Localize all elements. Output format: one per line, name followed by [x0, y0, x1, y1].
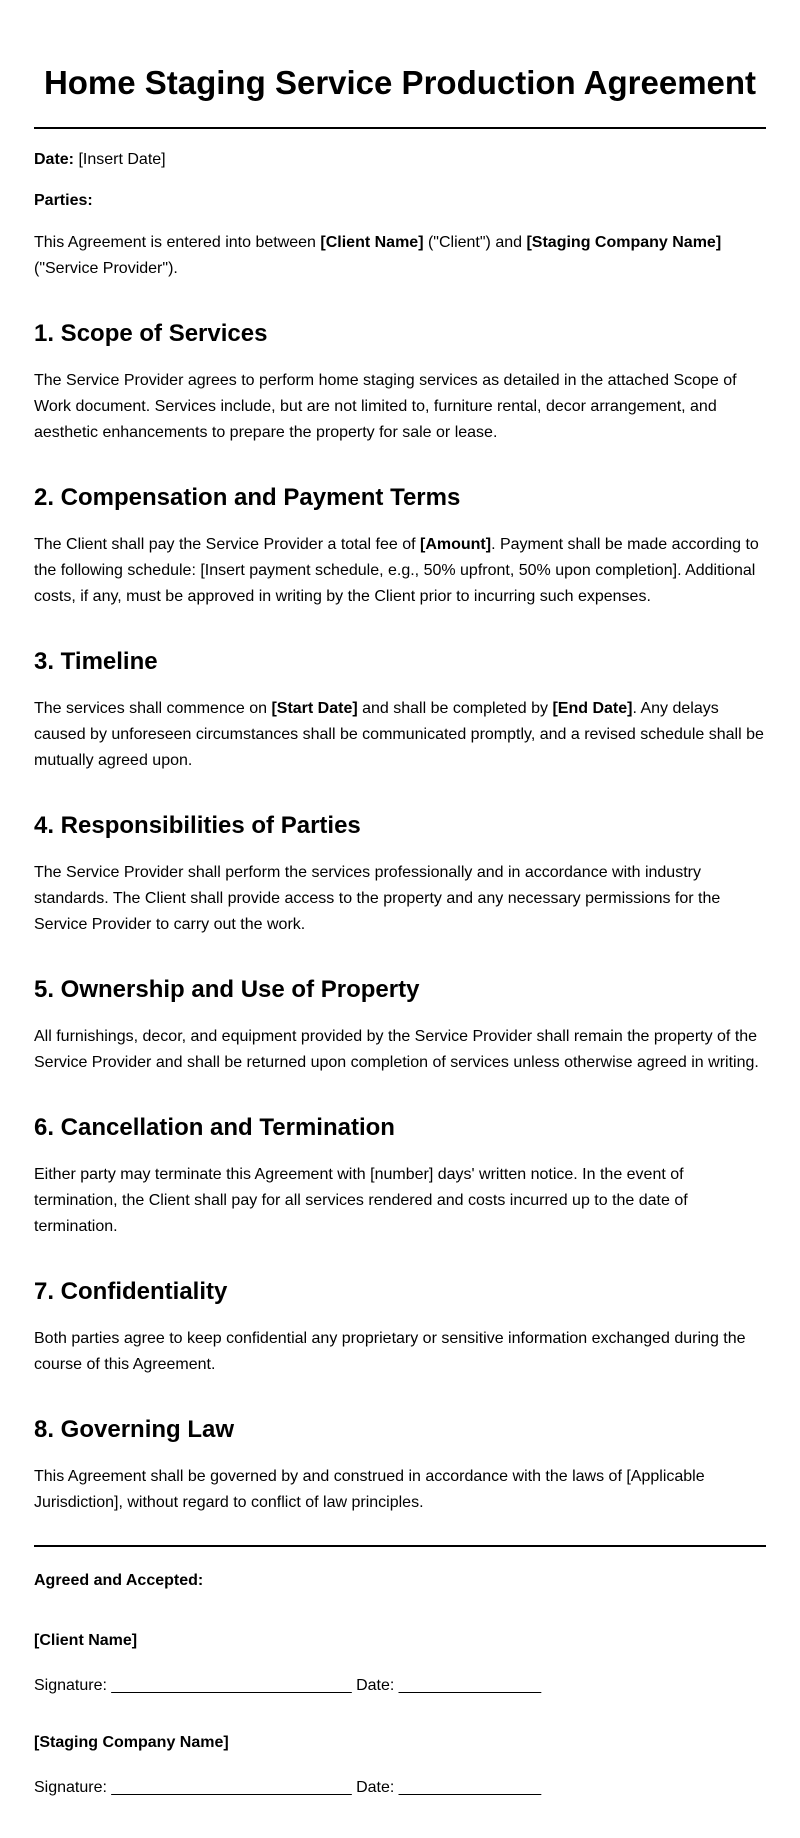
signature-divider	[34, 1545, 766, 1547]
section-timeline	[34, 647, 766, 774]
section-body: Both parties agree to keep confidential any proprietary or sensitive information exchanged during the course of this Agreement.	[34, 1330, 746, 1373]
section-scope	[34, 319, 766, 446]
agreed-accepted-heading: Agreed and Accepted:	[34, 1572, 204, 1589]
section-body: All furnishings, decor, and equipment provided by the Service Provider shall remain the property of the Service Provider and shall be returned upon completion of services unless otherwise agreed in writing.	[34, 1028, 759, 1071]
section-heading: 5. Ownership and Use of Property	[34, 976, 420, 1003]
date-value: [Insert Date]	[78, 151, 166, 168]
client-signature-name: [Client Name]	[34, 1632, 138, 1649]
section-body: This Agreement shall be governed by and construed in accordance with the laws of [Applicable Jurisdiction], without regard to conflict of law principles.	[34, 1468, 705, 1511]
section-governing-law	[34, 1415, 766, 1516]
client-signature-line: Signature: ___________________________ Date: ________________	[34, 1677, 542, 1694]
section-body: The Client shall pay the Service Provider a total fee of [Amount]. Payment shall be made according to the following schedule: [Insert payment schedule, e.g., 50% upfront, 50% upon completion]. Additional costs, if any, must be approved in writing by the Client prior to incurring such expenses.	[34, 536, 759, 605]
section-heading: 3. Timeline	[34, 648, 158, 675]
section-ownership	[34, 975, 766, 1076]
section-heading: 7. Confidentiality	[34, 1278, 228, 1305]
section-body: The Service Provider shall perform the services professionally and in accordance with industry standards. The Client shall provide access to the property and any necessary permissions for the Service Provider to carry out the work.	[34, 864, 721, 933]
end-date-placeholder: [End Date]	[552, 700, 633, 717]
date-label: Date:	[34, 151, 75, 168]
section-confidentiality	[34, 1277, 766, 1378]
section-heading: 8. Governing Law	[34, 1416, 235, 1443]
section-body: Either party may terminate this Agreement with [number] days' written notice. In the event of termination, the Client shall pay for all services rendered and costs incurred up to the date of termination.	[34, 1166, 688, 1235]
section-body: The services shall commence on [Start Date] and shall be completed by [End Date]. Any delays caused by unforeseen circumstances shall be communicated promptly, and a revised schedule shall be mutually agreed upon.	[34, 700, 764, 769]
parties-label: Parties:	[34, 192, 93, 209]
section-responsibilities	[34, 811, 766, 938]
agreement-date	[34, 147, 766, 173]
intro-paragraph: This Agreement is entered into between [Client Name] ("Client") and [Staging Company Name] ("Service Provider").	[34, 234, 722, 277]
section-heading: 6. Cancellation and Termination	[34, 1114, 395, 1141]
title-divider	[34, 127, 766, 129]
client-name: [Client Name]	[320, 234, 424, 251]
company-signature-name: [Staging Company Name]	[34, 1734, 229, 1751]
section-cancellation	[34, 1113, 766, 1240]
page-title: Home Staging Service Production Agreement	[43, 64, 757, 101]
company-name: [Staging Company Name]	[526, 234, 722, 251]
start-date-placeholder: [Start Date]	[271, 700, 358, 717]
section-heading: 2. Compensation and Payment Terms	[34, 484, 461, 511]
company-signature-line: Signature: ___________________________ Date: ________________	[34, 1779, 542, 1796]
section-heading: 4. Responsibilities of Parties	[34, 812, 361, 839]
section-compensation	[34, 483, 766, 610]
section-body: The Service Provider agrees to perform home staging services as detailed in the attached Scope of Work document. Services include, but are not limited to, furniture rental, decor arrangement, and aesthetic enhancements to prepare the property for sale or lease.	[34, 372, 737, 441]
section-heading: 1. Scope of Services	[34, 320, 268, 347]
amount-placeholder: [Amount]	[419, 536, 492, 553]
